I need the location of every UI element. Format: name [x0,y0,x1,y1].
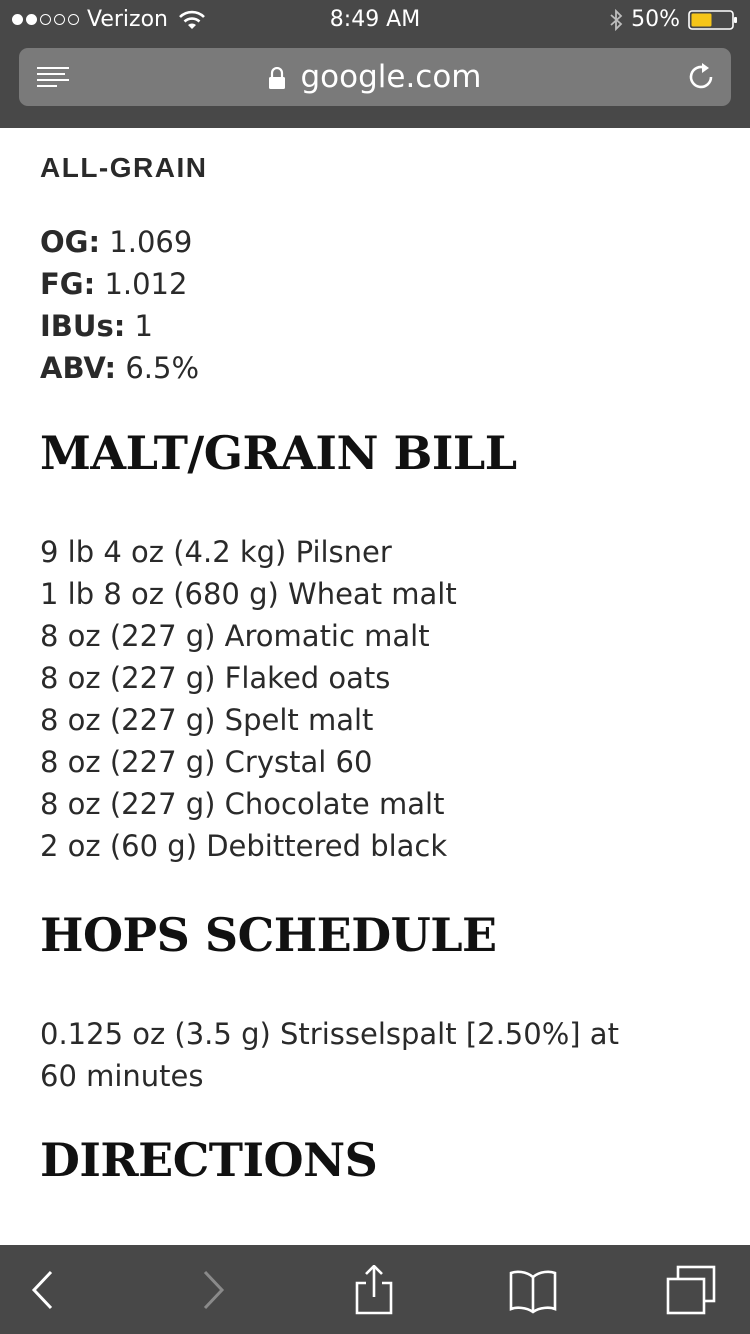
stat-value: 1.069 [109,225,193,259]
recipe-type: ALL-GRAIN [40,152,208,183]
status-time: 8:49 AM [329,7,421,32]
url-domain: google.com [300,59,482,95]
stat-value: 6.5% [125,351,200,385]
list-item: 2 oz (60 g) Debittered black [40,829,448,863]
status-bar [0,0,750,40]
battery-icon [688,9,738,31]
hops-item: 0.125 oz (3.5 g) Strisselspalt [2.50%] at 60 minutes [40,1017,619,1093]
list-item: 1 lb 8 oz (680 g) Wheat malt [40,577,457,611]
stat-row [40,263,199,305]
bottom-toolbar [0,1245,750,1334]
stat-row [40,347,199,389]
stat-label: FG: [40,267,96,301]
stat-label: IBUs: [40,309,126,343]
browser-top-chrome [0,0,750,128]
list-item: 8 oz (227 g) Chocolate malt [40,787,445,821]
stat-value: 1 [134,309,153,343]
malt-list [40,531,457,867]
battery-percentage: 50% [631,7,680,32]
tabs-icon[interactable] [666,1265,716,1315]
url-bar[interactable] [19,48,731,106]
reload-icon[interactable] [685,61,717,93]
stat-label: OG: [40,225,101,259]
bookmarks-icon[interactable] [508,1265,558,1315]
list-item: 9 lb 4 oz (4.2 kg) Pilsner [40,535,392,569]
bluetooth-icon [609,9,623,31]
malt-heading: MALT/GRAIN BILL [40,426,517,480]
lock-icon [268,67,286,89]
back-icon[interactable] [20,1265,70,1315]
list-item: 8 oz (227 g) Crystal 60 [40,745,373,779]
list-item: 8 oz (227 g) Aromatic malt [40,619,430,653]
directions-heading: DIRECTIONS [40,1133,378,1187]
stat-label: ABV: [40,351,117,385]
share-icon[interactable] [349,1265,399,1315]
recipe-stats [40,221,199,389]
status-right [609,7,738,32]
stat-value: 1.012 [104,267,188,301]
hops-heading: HOPS SCHEDULE [40,908,497,962]
url-display[interactable] [19,58,731,96]
carrier-name: Verizon [87,7,168,32]
list-item: 8 oz (227 g) Flaked oats [40,661,391,695]
stat-row [40,305,199,347]
forward-icon[interactable] [186,1265,236,1315]
list-item: 8 oz (227 g) Spelt malt [40,703,374,737]
stat-row [40,221,199,263]
